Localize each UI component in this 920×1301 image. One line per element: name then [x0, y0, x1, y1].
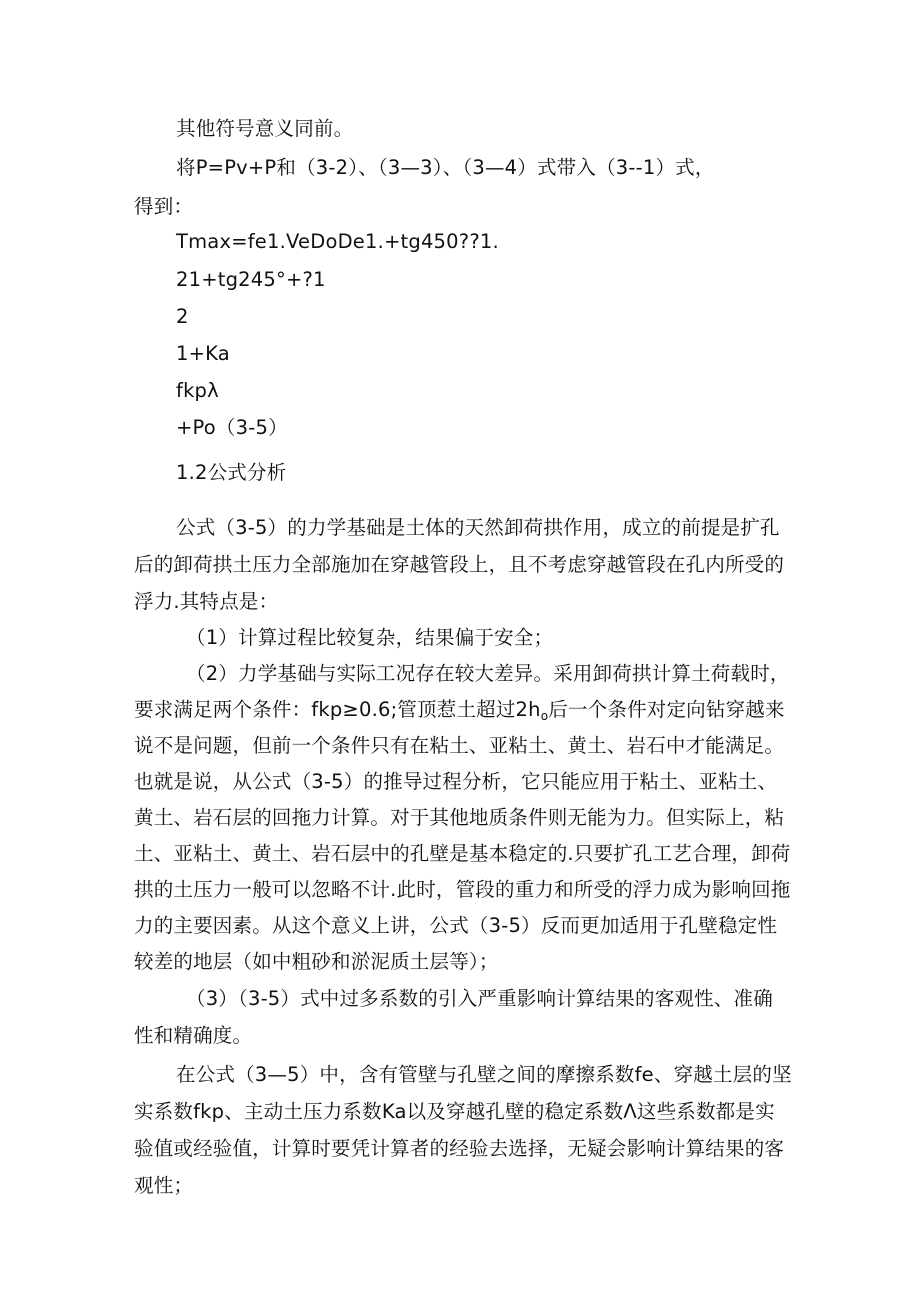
formula-line: fkpλ: [176, 379, 219, 402]
section-heading: 1.2公式分析: [176, 461, 287, 484]
paragraph-line: [134, 697, 785, 729]
paragraph-line: 后的卸荷拱土压力全部施加在穿越管段上，且不考虑穿越管段在孔内所受的: [134, 553, 785, 576]
paragraph-line: 说不是问题，但前一个条件只有在粘土、亚粘土、黄土、岩石中才能满足。: [134, 734, 785, 757]
formula-line: 1+Ka: [176, 342, 230, 365]
paragraph-segment: 后一个条件对定向钻穿越来: [548, 698, 785, 721]
formula-line: 21+tg245°+?1: [176, 268, 326, 291]
paragraph-segment: 要求满足两个条件：fkp≥0.6;管顶惹土超过2h: [134, 698, 541, 721]
paragraph-line: 也就是说，从公式（3-5）的推导过程分析，它只能应用于粘土、亚粘土、: [134, 770, 778, 793]
list-item: （1）计算过程比较复杂，结果偏于安全；: [186, 626, 554, 649]
paragraph-line: 较差的地层（如中粗砂和淤泥质土层等）；: [134, 950, 499, 973]
paragraph-line: 性和精确度。: [134, 1024, 253, 1047]
list-item: （2）力学基础与实际工况存在较大差异。采用卸荷拱计算土荷载时，: [186, 662, 790, 685]
paragraph-line: 力的主要因素。从这个意义上讲，公式（3-5）反而更加适用于孔壁稳定性: [134, 914, 778, 937]
paragraph-line: 土、亚粘土、黄土、岩石层中的孔壁是基本稳定的.只要扩孔工艺合理，卸荷: [134, 842, 791, 865]
text-line: 得到：: [134, 195, 194, 218]
text-line: 将P=Pv+P和（3-2）、（3—3）、（3—4）式带入（3--1）式，: [176, 156, 715, 179]
subscript: o: [540, 709, 549, 723]
formula-line: +Po（3-5）: [176, 416, 288, 439]
paragraph-line: 验值或经验值，计算时要凭计算者的经验去选择，无疑会影响计算结果的客: [134, 1137, 785, 1160]
paragraph-line: 观性；: [134, 1174, 194, 1197]
paragraph-line: 拱的土压力一般可以忽略不计.此时，管段的重力和所受的浮力成为影响回拖: [134, 878, 791, 901]
paragraph-line: 公式（3-5）的力学基础是土体的天然卸荷拱作用，成立的前提是扩孔: [176, 516, 780, 539]
paragraph-line: 黄土、岩石层的回拖力计算。对于其他地质条件则无能为力。但实际上，粘: [134, 806, 785, 829]
formula-line: Tmax=fe1.VeDoDe1.+tg450??1.: [176, 230, 499, 253]
paragraph-line: 实系数fkp、主动土压力系数Ka以及穿越孔壁的稳定系数Λ这些系数都是实: [134, 1100, 775, 1123]
list-item: （3）（3-5）式中过多系数的引入严重影响计算结果的客观性、准确: [186, 987, 773, 1010]
text-line: 其他符号意义同前。: [176, 117, 354, 140]
paragraph-line: 在公式（3—5）中，含有管壁与孔壁之间的摩擦系数fe、穿越土层的坚: [176, 1063, 792, 1086]
formula-line: 2: [176, 305, 189, 328]
paragraph-line: 浮力.其特点是：: [134, 590, 279, 613]
